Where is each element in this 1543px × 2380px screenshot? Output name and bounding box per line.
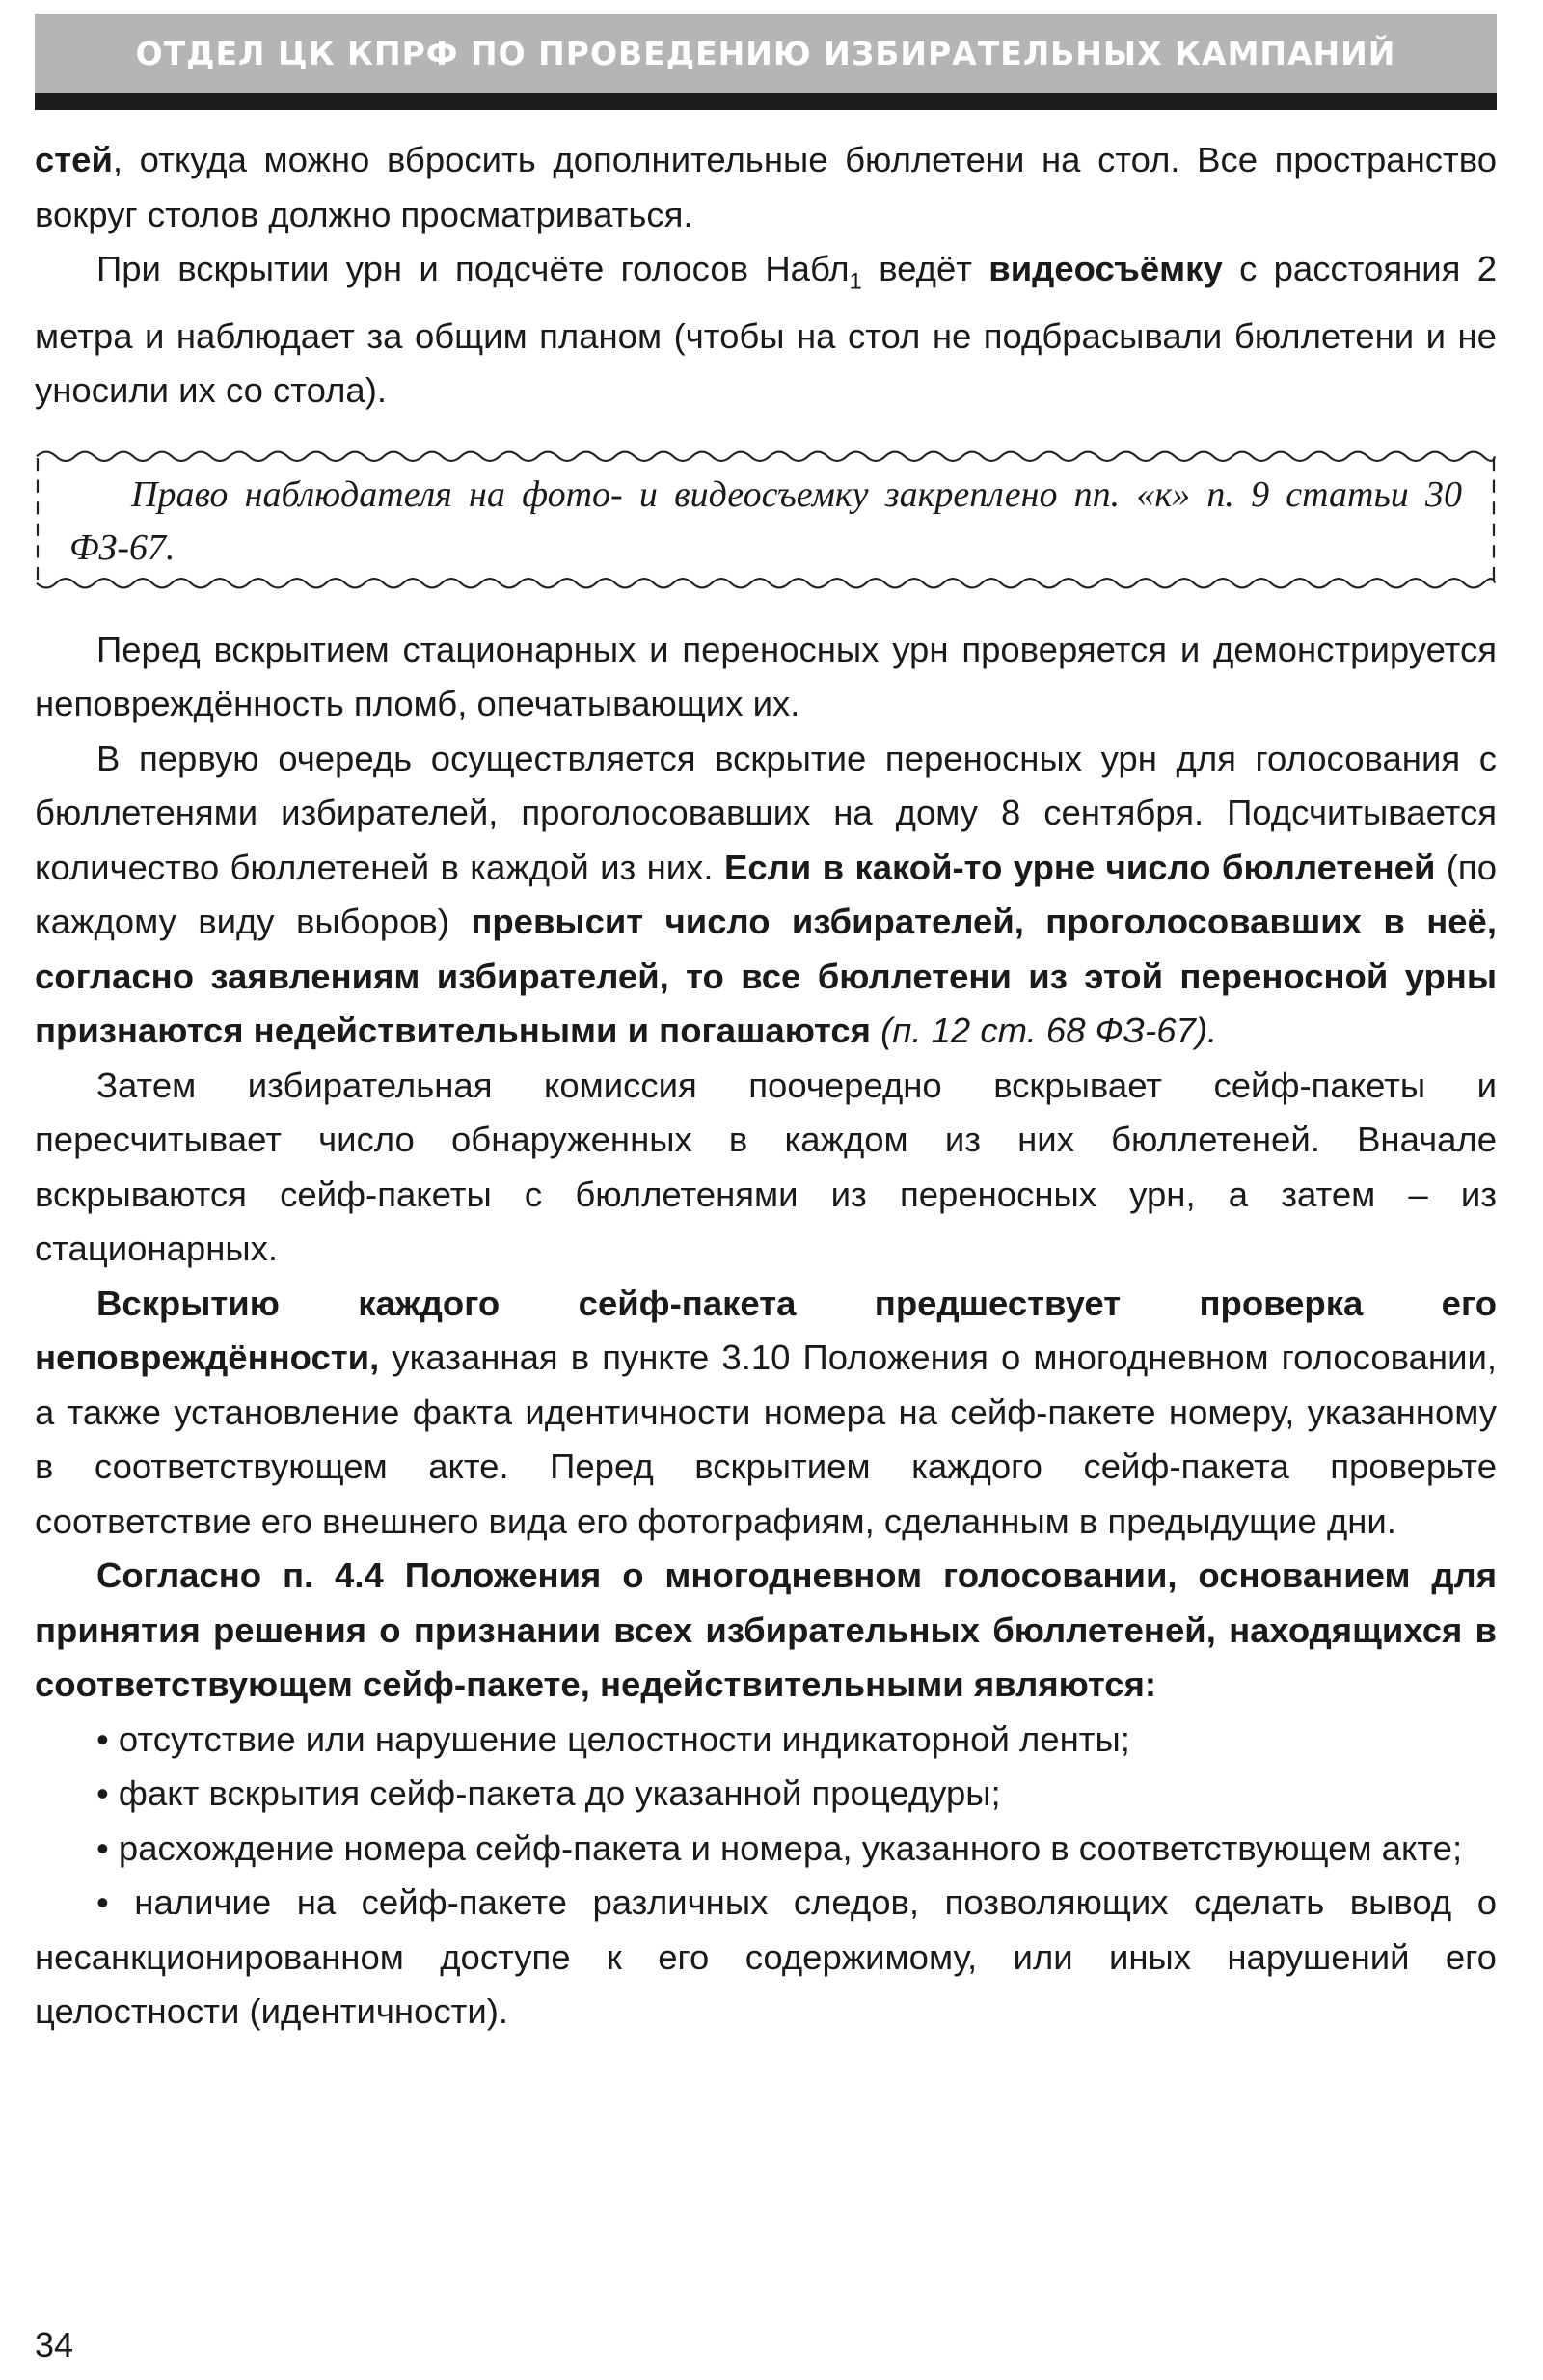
page-body [35,133,1497,2040]
paragraph-packet-check [35,1277,1497,1550]
paragraph-safe-packets [35,1059,1497,1277]
legal-note-box [35,446,1497,594]
page-header [35,14,1497,110]
text-fragment: указанная в пункте 3.10 Положения о многодневном голосовании, а также установление факта идентичности номера на сейф-пакете номеру, указанному в соответствующем акте. Перед вскрытием каждого сейф-пакета проверьте соответствие его внешнего вида его фотографиям, сделанным в предыдущие дни. [35,1338,1497,1541]
paragraph-portable-urns [35,732,1497,1059]
bold-fragment: превысит число избирателей, проголосовавших в неё, согласно заявлениям избирателей, то все бюллетени из этой переносной урны признаются недействительными и погашаются [35,902,1498,1051]
text-fragment: (по каждому виду выборов) [35,847,1497,942]
list-item: • расхождение номера сейф-пакета и номера, указанного в соответствующем акте; [96,1827,1463,1868]
paragraph-video-recording [35,242,1497,419]
paragraph-continuation [35,133,1497,242]
law-reference: (п. 12 ст. 68 ФЗ-67). [870,1011,1218,1051]
paragraph-invalidity-grounds [35,1549,1497,1713]
header-title: ОТДЕЛ ЦК КПРФ ПО ПРОВЕДЕНИЮ ИЗБИРАТЕЛЬНЫХ КАМПАНИЙ [135,34,1396,72]
page-number: 34 [35,2325,74,2365]
text-fragment: ведёт [861,249,989,288]
text-fragment: Затем избирательная комиссия поочередно вскрывает сейф-пакеты и пересчитывает число обнаруженных в каждом из них бюллетеней. Вначале вскрываются сейф-пакеты с бюллетенями из переносных урн, а затем – из стационарных. [35,1065,1497,1269]
list-item: • факт вскрытия сейф-пакета до указанной процедуры; [96,1773,1001,1814]
bold-fragment: видеосъёмку [988,249,1223,288]
legal-note-text: Право наблюдателя на фото- и видеосъемку закреплено пп. «к» п. 9 статьи 30 ФЗ-67. [69,473,1462,568]
text-fragment: При вскрытии урн и подсчёте голосов Набл [96,249,850,288]
text-fragment: , откуда можно вбросить дополнительные бюллетени на стол. Все пространство вокруг столов должно просматриваться. [35,140,1497,234]
bold-fragment: стей [35,140,113,179]
list-item: • наличие на сейф-пакете различных следов, позволяющих сделать вывод о несанкционированном доступе к его содержимому, или иных нарушений его целостности (идентичности). [35,1882,1497,2032]
bold-fragment: Если в какой-то урне число бюллетеней [723,847,1436,887]
text-fragment: Перед вскрытием стационарных и переносных урн проверяется и демонстрируется неповреждённость пломб, опечатывающих их. [35,629,1497,724]
text-fragment: с расстояния 2 метра и наблюдает за общим планом (чтобы на стол не подбрасывали бюллетени и не уносили их со стола). [35,249,1497,411]
bold-fragment: Вскрытию каждого сейф-пакета предшествует проверка его неповреждённости, [35,1283,1497,1378]
bold-fragment: Согласно п. 4.4 Положения о многодневном голосовании, основанием для принятия решения о признании всех избирательных бюллетеней, находящихся в соответствующем сейф-пакете, недействительными являются: [35,1555,1497,1705]
list-item: • отсутствие или нарушение целостности индикаторной ленты; [96,1718,1130,1759]
text-fragment: В первую очередь осуществляется вскрытие переносных урн для голосования с бюллетенями избирателей, проголосовавших на дому 8 сентября. Подсчитывается количество бюллетеней в каждой из них. [35,738,1497,887]
subscript-fragment: 1 [849,268,862,295]
paragraph-seals-check [35,623,1497,732]
